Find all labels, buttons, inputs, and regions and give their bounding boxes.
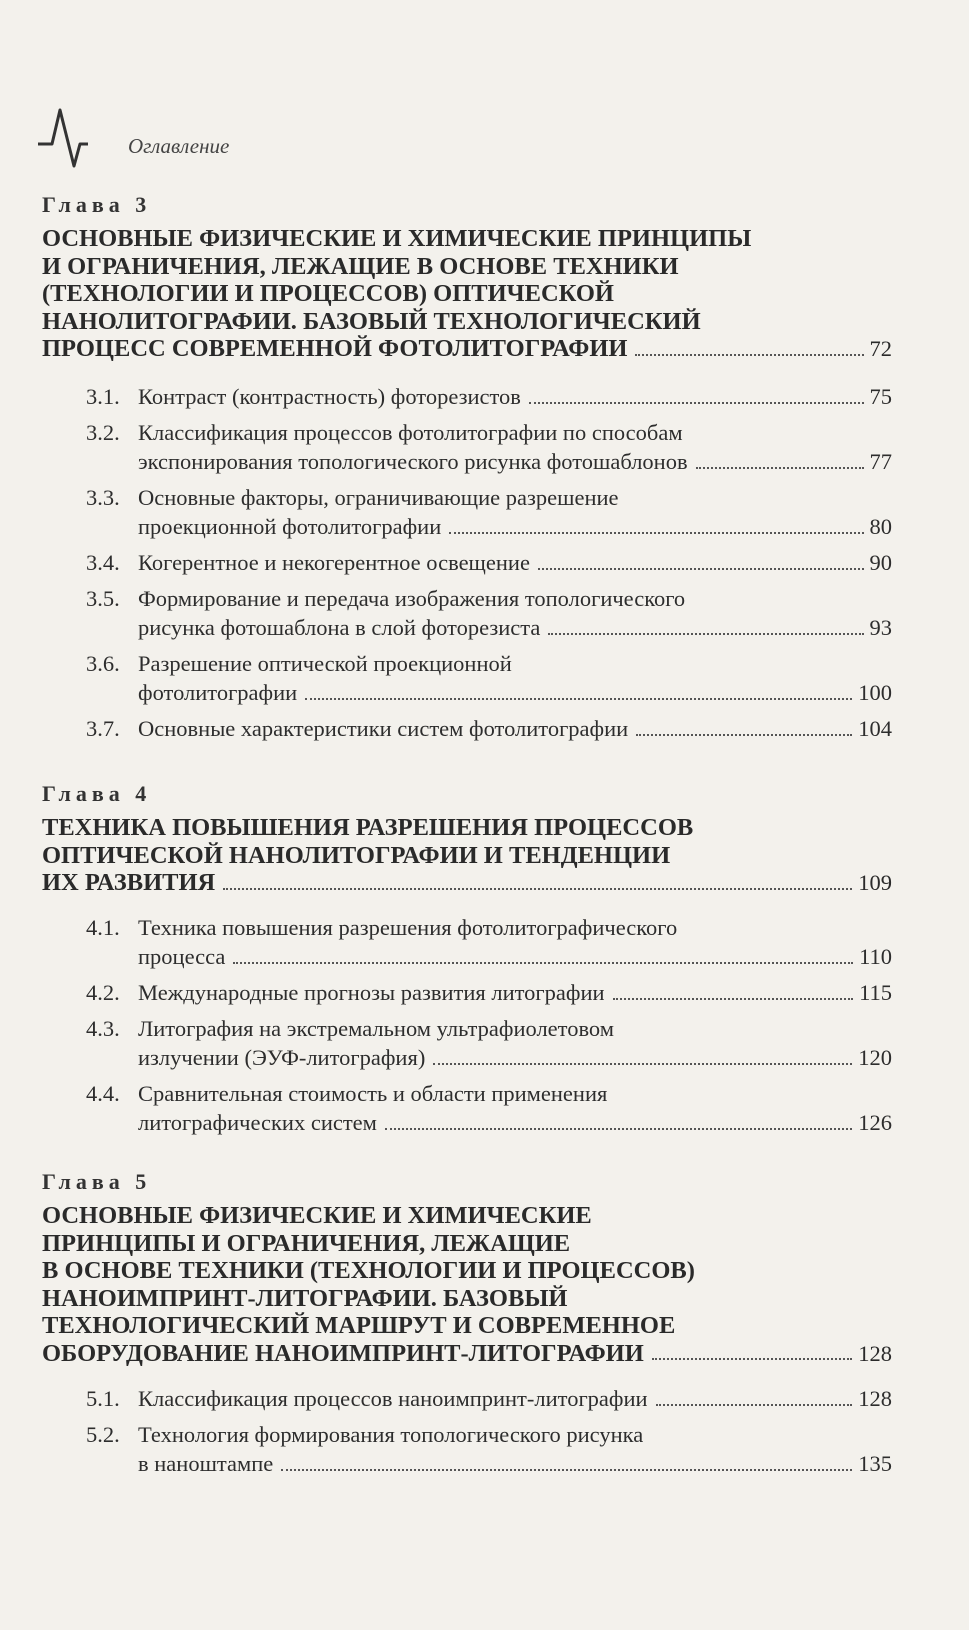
dot-leader: [223, 887, 852, 890]
chapter-title-line: ТЕХНОЛОГИЧЕСКИЙ МАРШРУТ И СОВРЕМЕННОЕ: [42, 1312, 676, 1339]
dot-leader: [613, 997, 854, 1000]
section-title: Литография на экстремальном ультрафиолетовом: [138, 1016, 614, 1041]
chapter-title-last-row[interactable]: [42, 1340, 892, 1368]
section-title: процесса: [138, 944, 226, 969]
page-number: 80: [869, 514, 892, 539]
section-title: Разрешение оптической проекционной: [138, 651, 512, 676]
page-number: 126: [858, 1110, 892, 1135]
dot-leader: [305, 697, 852, 700]
chapter-4-sections: [86, 913, 892, 1144]
toc-entry-3-5[interactable]: [86, 584, 892, 642]
section-title: Когерентное и некогерентное освещение: [138, 550, 530, 575]
chapter-5: [42, 1168, 892, 1367]
page-number: 109: [858, 870, 892, 895]
section-title: излучении (ЭУФ-литография): [138, 1045, 426, 1070]
toc-entry-5-2[interactable]: [86, 1420, 892, 1478]
section-title: рисунка фотошаблона в слой фоторезиста: [138, 615, 541, 640]
dot-leader: [635, 353, 863, 356]
chapter-title-line: ОСНОВНЫЕ ФИЗИЧЕСКИЕ И ХИМИЧЕСКИЕ ПРИНЦИПЫ: [42, 225, 752, 252]
heartbeat-pulse-icon: [38, 104, 98, 174]
chapter-label: Глава 4: [42, 781, 152, 806]
page-number: 128: [858, 1386, 892, 1411]
section-title: Формирование и передача изображения топологического: [138, 586, 686, 611]
chapter-title-last-row[interactable]: [42, 335, 892, 363]
chapter-title-line: ТЕХНИКА ПОВЫШЕНИЯ РАЗРЕШЕНИЯ ПРОЦЕССОВ: [42, 814, 694, 841]
section-title: в наноштампе: [138, 1451, 274, 1476]
section-number: 4.4.: [86, 1081, 120, 1106]
dot-leader: [385, 1127, 852, 1130]
dot-leader: [449, 531, 863, 534]
chapter-3-sections: [86, 382, 892, 750]
section-title: Международные прогнозы развития литографии: [138, 980, 605, 1005]
section-number: 4.2.: [86, 980, 120, 1005]
chapter-title-line: ОПТИЧЕСКОЙ НАНОЛИТОГРАФИИ И ТЕНДЕНЦИИ: [42, 841, 671, 869]
chapter-title-line: ИХ РАЗВИТИЯ: [42, 869, 216, 896]
toc-entry-3-2[interactable]: [86, 418, 892, 476]
header-title: Оглавление: [128, 134, 230, 158]
page-number: 93: [869, 615, 892, 640]
chapter-title-line: (ТЕХНОЛОГИИ И ПРОЦЕССОВ) ОПТИЧЕСКОЙ: [42, 280, 614, 307]
section-title: Контраст (контрастность) фоторезистов: [138, 384, 521, 409]
dot-leader: [233, 961, 853, 964]
running-header: [38, 104, 438, 174]
dot-leader: [281, 1468, 852, 1471]
toc-entry-3-6[interactable]: [86, 649, 892, 707]
toc-entry-4-1[interactable]: [86, 913, 892, 971]
section-number: 3.5.: [86, 586, 120, 611]
page-number: 128: [858, 1340, 892, 1366]
chapter-label: Глава 5: [42, 1169, 152, 1194]
chapter-title: [42, 1202, 892, 1367]
dot-leader: [538, 567, 864, 570]
section-number: 3.3.: [86, 485, 120, 510]
section-title: фотолитографии: [138, 680, 298, 705]
page-number: 135: [858, 1451, 892, 1476]
page-number: 72: [869, 336, 892, 361]
section-number: 3.1.: [86, 384, 120, 409]
section-title: Техника повышения разрешения фотолитографического: [138, 915, 678, 940]
section-title: Основные факторы, ограничивающие разрешение: [138, 485, 619, 510]
dot-leader: [656, 1403, 853, 1406]
page-number: 115: [859, 980, 892, 1005]
section-title: литографических систем: [138, 1110, 377, 1135]
chapter-4: [42, 780, 892, 897]
section-title: Сравнительная стоимость и области применения: [138, 1081, 608, 1106]
chapter-label: Глава 3: [42, 192, 152, 217]
chapter-title-line: ОБОРУДОВАНИЕ НАНОИМПРИНТ-ЛИТОГРАФИИ: [42, 1339, 644, 1367]
page-number: 77: [869, 449, 892, 474]
dot-leader: [652, 1357, 852, 1360]
toc-entry-4-3[interactable]: [86, 1014, 892, 1072]
page-number: 75: [869, 384, 892, 409]
section-number: 4.1.: [86, 915, 120, 940]
chapter-title-line: ПРОЦЕСС СОВРЕМЕННОЙ ФОТОЛИТОГРАФИИ: [42, 335, 628, 362]
section-title: экспонирования топологического рисунка фотошаблонов: [138, 449, 688, 474]
section-title: Классификация процессов наноимпринт-литографии: [138, 1386, 648, 1411]
section-title: Технология формирования топологического рисунка: [138, 1422, 644, 1447]
toc-entry-3-3[interactable]: [86, 483, 892, 541]
chapter-title-line: ПРИНЦИПЫ И ОГРАНИЧЕНИЯ, ЛЕЖАЩИЕ: [42, 1229, 571, 1257]
section-number: 3.4.: [86, 550, 120, 575]
section-title: Классификация процессов фотолитографии по способам: [138, 420, 683, 445]
page-number: 100: [858, 680, 892, 705]
section-number: 3.2.: [86, 420, 120, 445]
section-title: проекционной фотолитографии: [138, 514, 442, 539]
section-number: 5.2.: [86, 1422, 120, 1447]
toc-entry-4-4[interactable]: [86, 1079, 892, 1137]
section-number: 3.7.: [86, 716, 120, 741]
section-number: 3.6.: [86, 651, 120, 676]
toc-entry-4-2[interactable]: [86, 978, 892, 1007]
page-number: 110: [859, 944, 892, 969]
chapter-title-line: НАНОИМПРИНТ-ЛИТОГРАФИИ. БАЗОВЫЙ: [42, 1284, 568, 1312]
chapter-title: [42, 225, 892, 363]
chapter-title-last-row[interactable]: [42, 869, 892, 897]
dot-leader: [548, 632, 863, 635]
dot-leader: [636, 733, 852, 736]
chapter-title-line: НАНОЛИТОГРАФИИ. БАЗОВЫЙ ТЕХНОЛОГИЧЕСКИЙ: [42, 307, 701, 335]
chapter-title-line: В ОСНОВЕ ТЕХНИКИ (ТЕХНОЛОГИИ И ПРОЦЕССОВ): [42, 1257, 695, 1284]
page-number: 104: [858, 716, 892, 741]
section-title: Основные характеристики систем фотолитографии: [138, 716, 629, 741]
section-number: 5.1.: [86, 1386, 120, 1411]
chapter-title-line: И ОГРАНИЧЕНИЯ, ЛЕЖАЩИЕ В ОСНОВЕ ТЕХНИКИ: [42, 252, 679, 280]
dot-leader: [433, 1062, 852, 1065]
chapter-title: [42, 814, 892, 897]
toc-entry-3-4[interactable]: [86, 548, 892, 577]
toc-entry-3-1[interactable]: [86, 382, 892, 411]
page-number: 90: [869, 550, 892, 575]
chapter-3: [42, 191, 892, 363]
dot-leader: [529, 401, 864, 404]
section-number: 4.3.: [86, 1016, 120, 1041]
dot-leader: [696, 466, 864, 469]
chapter-5-sections: [86, 1384, 892, 1485]
page-number: 120: [858, 1045, 892, 1070]
toc-entry-5-1[interactable]: [86, 1384, 892, 1413]
chapter-title-line: ОСНОВНЫЕ ФИЗИЧЕСКИЕ И ХИМИЧЕСКИЕ: [42, 1202, 592, 1229]
toc-entry-3-7[interactable]: [86, 714, 892, 743]
